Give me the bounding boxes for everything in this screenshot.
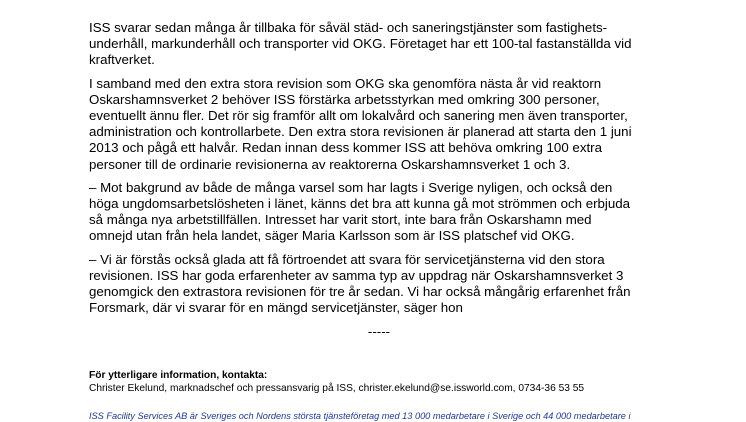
text-line: underhåll, markunderhåll och transporter vid OKG. Företaget har ett 100-tal fastanställda vid [89, 36, 632, 52]
text-line: eventuellt ännu fler. Det rör sig framför allt om lokalvård och sanering men även transporter, [89, 108, 628, 124]
text-line: Forsmark, där vi svarar för en mängd servicetjänster, säger hon [89, 300, 463, 316]
text-line: Oskarshamnsverket 2 behöver ISS förstärka arbetsstyrkan med omkring 300 personer, [89, 91, 600, 107]
paragraph-revision [89, 76, 669, 173]
text-line: 2013 och pågå ett halvår. Redan innan dess kommer ISS att behöva omkring 100 extra [89, 140, 602, 156]
text-line: revisionen. ISS har goda erfarenheter av samma typ av uppdrag när Oskarshamnsverket 3 [89, 267, 624, 283]
text-line: I samband med den extra stora revision som OKG ska genomföra nästa år vid reaktorn [89, 75, 602, 91]
text-line: ISS svarar sedan många år tillbaka för såväl städ- och saneringstjänster som fastighets- [89, 20, 608, 35]
press-release-body [89, 20, 669, 421]
paragraph-quote-trust [89, 252, 669, 317]
text-line: – Mot bakgrund av både de många varsel som har lagts i Sverige nyligen, och också den [89, 179, 613, 195]
text-line: höga ungdomsarbetslösheten i länet, känns det bra att kunna gå mot strömmen och erbjuda [89, 196, 631, 212]
text-line: så många nya arbetstillfällen. Intresset har varit stort, inte bara från Oskarshamn med [89, 212, 592, 228]
text-line: personer till de ordinarie revisionerna av reaktorerna Oskarshamnsverket 1 och 3. [89, 156, 571, 172]
contact-block [89, 369, 584, 395]
paragraph-quote-karlsson [89, 180, 669, 245]
contact-details: Christer Ekelund, marknadschef och pressansvarig på ISS, christer.ekelund@se.issworld.com, 0734-36 53 55 [89, 383, 585, 394]
text-line: omnejd utan från hela landet, säger Maria Karlsson som är ISS platschef vid OKG. [89, 228, 575, 244]
text-line: genomgick den extrastora revisionen för tre år sedan. Vi har också mångårig erfarenhet från [89, 284, 631, 300]
text-line: administration och kontrollarbete. Den extra stora revisionen är planerad att starta den 1 juni [89, 124, 632, 140]
text-line: kraftverket. [89, 52, 155, 68]
text-line: – Vi är förstås också glada att få förtroendet att svara för servicetjänsterna vid den stora [89, 251, 605, 267]
contact-heading: För ytterligare information, kontakta: [89, 370, 268, 381]
company-footer: ISS Facility Services AB är Sveriges och Nordens största tjänsteföretag med 13 000 medarbetare i Sverige och 44 000 medarbetare i [89, 411, 631, 421]
section-separator: ----- [367, 324, 391, 339]
paragraph-iss-services [89, 20, 669, 69]
